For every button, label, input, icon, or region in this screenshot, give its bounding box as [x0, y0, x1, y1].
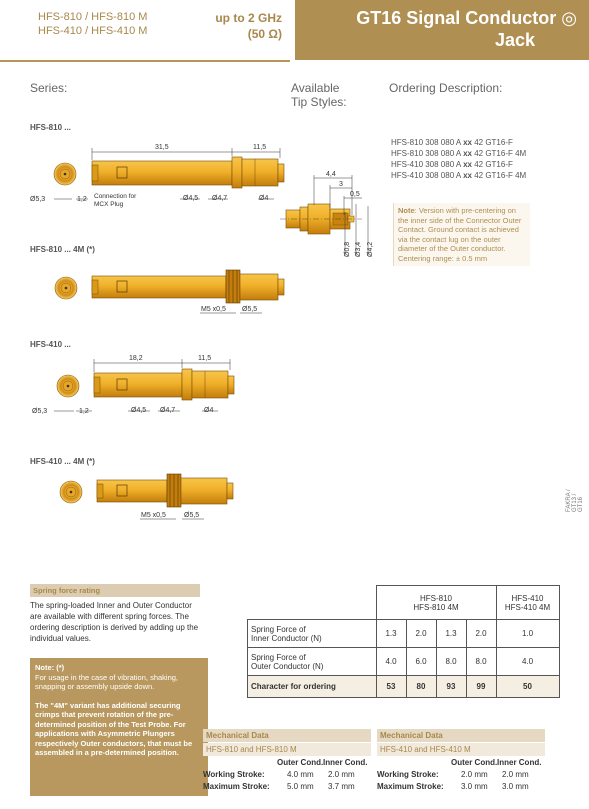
svg-text:Ø4,5: Ø4,5 — [131, 407, 147, 414]
label-hfs-410-4m: HFS-410 ... 4M (*) — [30, 457, 95, 466]
note-label: Note — [398, 206, 415, 215]
tip-style-detail — [280, 204, 362, 234]
table-cell: 2.0 — [466, 620, 496, 648]
svg-text:Ø4: Ø4 — [204, 407, 214, 414]
dim-4-7-b: 4,7 — [165, 407, 176, 414]
dim-1-2-a: 1,2 — [77, 196, 87, 203]
spring-force-text: The spring-loaded Inner and Outer Conductor are available with different spring forces. The ordering description is derived by adding up the individual values. — [30, 601, 199, 643]
table-head-hfs810: HFS-810 HFS-810 4M — [376, 586, 496, 620]
series-heading: Series: — [30, 81, 68, 95]
svg-text:Ø4,7: Ø4,7 — [160, 407, 176, 414]
svg-text:Ø3,4: Ø3,4 — [355, 241, 362, 257]
hfs-410-4m-end-view — [60, 481, 82, 503]
row-label-outer: Spring Force of Outer Conductor (N) — [248, 648, 377, 676]
ordering-item: HFS-410 308 080 A xx 42 GT16-F — [391, 160, 513, 169]
series-line-1: HFS-810 / HFS-810 M — [38, 11, 148, 23]
table-cell: 53 — [376, 676, 406, 698]
dim-4-4: 4,4 — [326, 171, 336, 178]
connection-text-2: MCX Plug — [94, 201, 124, 208]
impedance: (50 Ω) — [247, 27, 282, 41]
svg-text:Ø4,7: Ø4,7 — [212, 195, 228, 202]
table-cell: 1.3 — [376, 620, 406, 648]
dim-5-5-a: 5,5 — [247, 306, 258, 313]
dim-4-2: 4,2 — [367, 241, 374, 252]
ordering-item: HFS-810 308 080 A xx 42 GT16-F — [391, 138, 513, 147]
dim-4-7-a: 4,7 — [217, 195, 228, 202]
dim-4-5-b: 4,5 — [136, 407, 147, 414]
title-line-2: Jack — [494, 30, 535, 50]
note-title: Note: (*) — [35, 663, 65, 672]
table-cell: 50 — [496, 676, 559, 698]
ordering-heading: Ordering Description: — [389, 81, 503, 95]
mechanical-data-810: Mechanical Data HFS-810 and HFS-810 M Outer Cond. Inner Cond. Working Stroke: 4.0 mm 2.0 mm Maximum Stroke: 5.0 mm 3.7 mm — [203, 729, 371, 794]
hfs-810-end-view — [54, 163, 76, 185]
hfs-410-4m-body — [97, 474, 233, 507]
title-line-1: GT16 Signal Conductor — [356, 8, 557, 28]
dim-5-3-b: 5,3 — [37, 408, 48, 415]
row-label-inner: Spring Force of Inner Conductor (N) — [248, 620, 377, 648]
svg-text:Ø4: Ø4 — [259, 195, 269, 202]
spring-force-heading: Spring force rating — [30, 584, 200, 597]
label-hfs-810-4m: HFS-810 ... 4M (*) — [30, 245, 95, 254]
dim-11-5-a: 11,5 — [253, 144, 267, 151]
coax-symbol-icon: ◎ — [561, 8, 577, 28]
mechanical-data-410: Mechanical Data HFS-410 and HFS-410 M Outer Cond. Inner Cond. Working Stroke: 2.0 mm 2.0 mm Maximum Stroke: 3.0 mm 3.0 mm — [377, 729, 545, 794]
dim-3-4: 3,4 — [355, 241, 362, 252]
svg-text:Ø5,3 — [30, 196, 45, 203]
connection-text-1: Connection for — [94, 193, 137, 200]
mech-heading: Mechanical Data — [377, 729, 545, 742]
side-text-2: GT13 / GT16 — [572, 493, 584, 512]
table-cell: 4.0 — [496, 648, 559, 676]
note-text: : Version with pre-centering on the inner side of the Connector Outer Contact. Ground contact is achieved via the contact lug on the outer diameter of the Outer conductor. Centering range: ± 0.5 mm — [398, 206, 522, 263]
table-cell: 80 — [406, 676, 436, 698]
spring-force-section — [30, 584, 200, 644]
hfs-410-body — [94, 369, 234, 400]
table-cell: 8.0 — [466, 648, 496, 676]
table-cell: 1.0 — [496, 620, 559, 648]
spring-force-table — [247, 585, 560, 698]
table-cell: 99 — [466, 676, 496, 698]
dim-5-3-a: 5,3 — [35, 196, 46, 203]
table-head-hfs410: HFS-410 HFS-410 4M — [496, 586, 559, 620]
ordering-item: HFS-810 308 080 A xx 42 GT16-F 4M — [391, 149, 527, 158]
table-cell: 2.0 — [406, 620, 436, 648]
dim-11-5-b: 11,5 — [198, 355, 212, 362]
dim-m5-a: M5 x0,5 — [201, 306, 226, 313]
dim-3: 3 — [339, 181, 343, 188]
tip-heading-line-1: Available — [291, 81, 340, 95]
svg-text:Ø5,5: Ø5,5 — [184, 512, 200, 519]
side-text-1: FAKRA / — [566, 489, 572, 512]
dim-m5-b: M5 x0,5 — [141, 512, 166, 519]
dim-1-2-b: 1,2 — [79, 408, 89, 415]
hfs-810-4m-end-view — [55, 277, 77, 299]
ordering-item: HFS-410 308 080 A xx 42 GT16-F 4M — [391, 171, 527, 180]
svg-text:Ø5,5: Ø5,5 — [242, 306, 258, 313]
table-row — [248, 620, 560, 648]
svg-text:Ø5,3: Ø5,3 — [32, 408, 48, 415]
hfs-810-4m-body — [92, 270, 284, 303]
dim-4-a: 4 — [264, 195, 269, 202]
dim-4-5-a: 4,5 — [188, 195, 199, 202]
svg-text:Ø4,2: Ø4,2 — [367, 241, 374, 257]
frequency: up to 2 GHz — [215, 11, 282, 25]
dim-0-8: 0,8 — [344, 241, 351, 252]
table-cell: 93 — [436, 676, 466, 698]
row-label-character: Character for ordering — [248, 676, 377, 698]
table-corner — [248, 586, 377, 620]
mech-heading: Mechanical Data — [203, 729, 371, 742]
table-row — [248, 676, 560, 698]
table-cell: 4.0 — [376, 648, 406, 676]
mech-subheading: HFS-810 and HFS-810 M — [203, 743, 371, 756]
hfs-410-end-view — [57, 375, 79, 397]
label-hfs-410: HFS-410 ... — [30, 340, 71, 349]
dim-18-2: 18,2 — [129, 355, 143, 362]
dim-5-5-b: 5,5 — [189, 512, 200, 519]
diameter-symbol: Ø — [30, 196, 36, 203]
note-text-1: For usage in the case of vibration, shaking, snapping or assembly upside down. — [35, 672, 178, 691]
mech-subheading: HFS-410 and HFS-410 M — [377, 743, 545, 756]
svg-text:Ø4,5: Ø4,5 — [183, 195, 199, 202]
table-row — [248, 648, 560, 676]
svg-text:Ø0,8: Ø0,8 — [344, 241, 351, 257]
tip-heading-line-2: Tip Styles: — [291, 95, 347, 109]
series-line-2: HFS-410 / HFS-410 M — [38, 25, 148, 37]
variant-note-box — [30, 658, 208, 796]
table-cell: 1.3 — [436, 620, 466, 648]
dim-31-5: 31,5 — [155, 144, 169, 151]
dim-4-b: 4 — [209, 407, 214, 414]
note-text-2: The "4M" variant has additional securing crimps that prevent rotation of the pre-determined position of the Test Probe. For applications with Asymmetric Plungers respectively Outer conductors, that must be assembled in a pre-determined position. — [35, 700, 193, 757]
label-hfs-810: HFS-810 ... — [30, 123, 71, 132]
hfs-810-body — [92, 157, 284, 188]
table-cell: 8.0 — [436, 648, 466, 676]
table-cell: 6.0 — [406, 648, 436, 676]
dim-0-5: 0,5 — [350, 191, 360, 198]
